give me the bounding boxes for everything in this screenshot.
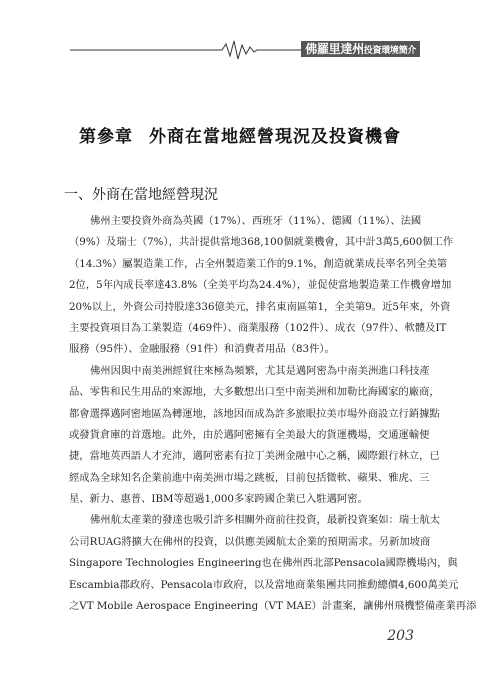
header-title-sub: 投資環境簡介 [363, 46, 416, 56]
text-line: 佛州主要投資外商為英國（17%）、西班牙（11%）、德國（11%）、法國 [90, 215, 422, 227]
header-title [301, 41, 420, 57]
text-line: 都會選擇邁阿密地區為轉運地，該地因而成為許多旅眼拉美市場外商設立行銷據點 [69, 407, 440, 420]
body-text [69, 211, 477, 617]
text-line: 或發貨倉庫的首選地。此外，由於邁阿密擁有全美最大的貨運機場，交通運輸便 [69, 428, 430, 441]
text-line: Escambia郡政府、Pensacola市政府，以及當地商業集團共同推動總價4,600萬美元 [69, 578, 459, 591]
chapter-number: 第參章 [79, 127, 133, 147]
text-line: （9%）及瑞士（7%），共計提供當地368,100個就業機會，其中計3萬5,600個工作 [69, 236, 454, 249]
paragraph [69, 361, 440, 511]
section-title: 一、外商在當地經營現況 [64, 187, 218, 203]
page-header [70, 36, 420, 64]
text-line: 捷，當地英西語人才充沛，邁阿密素有拉丁美洲金融中心之稱，國際銀行林立，已 [69, 450, 440, 463]
chapter-heading: 外商在當地經營現況及投資機會 [149, 127, 401, 147]
paragraph [69, 211, 454, 361]
text-line: 品、零售和民生用品的來源地，大多數想出口至中南美洲和加勒比海國家的廠商， [69, 386, 440, 399]
text-line: 主要投資項目為工業製造（469件）、商業服務（102件）、成衣（97件）、軟體及IT [69, 321, 447, 334]
chapter-title [0, 122, 480, 147]
text-line: 佛州因與中南美洲經貿往來極為頻繁，尤其是邁阿密為中南美洲進口科技產 [90, 364, 430, 377]
text-line: 之VT Mobile Aerospace Engineering（VT MAE）計畫案，讓佛州飛機整備產業再添 [69, 600, 477, 613]
text-line: （14.3%）屬製造業工作，占全州製造業工作的9.1%，創造就業成長率名列全美第 [69, 257, 448, 270]
text-line: 服務（95件）、金融服務（91件）和消費者用品（83件）。 [69, 343, 335, 356]
text-line: 經成為全球知名企業前進中南美洲市場之跳板，目前包括微軟、蘋果、雅虎、三 [69, 471, 430, 484]
text-line: 2位，5年內成長率達43.8%（全美平均為24.4%），並促使當地製造業工作機會增加 [69, 279, 452, 292]
text-line: 佛州航太產業的發達也吸引許多相關外商前往投資，最新投資案如：瑞士航太 [90, 514, 441, 527]
text-line: 20%以上，外資公司持股達336億美元，排名東南區第1，全美第9。近5年來，外資 [69, 300, 451, 313]
header-title-main: 佛羅里達州 [305, 42, 364, 56]
text-line: Singapore Technologies Engineering也在佛州西北部Pensacola國際機場內，與 [69, 557, 458, 570]
text-line: 公司RUAG將擴大在佛州的投資，以供應美國航太企業的預期需求。另新加坡商 [69, 535, 431, 548]
text-line: 星、新力、惠普、IBM等超過1,000多家跨國企業已入駐邁阿密。 [69, 493, 368, 506]
page-number: 203 [387, 628, 414, 644]
paragraph [69, 510, 477, 617]
